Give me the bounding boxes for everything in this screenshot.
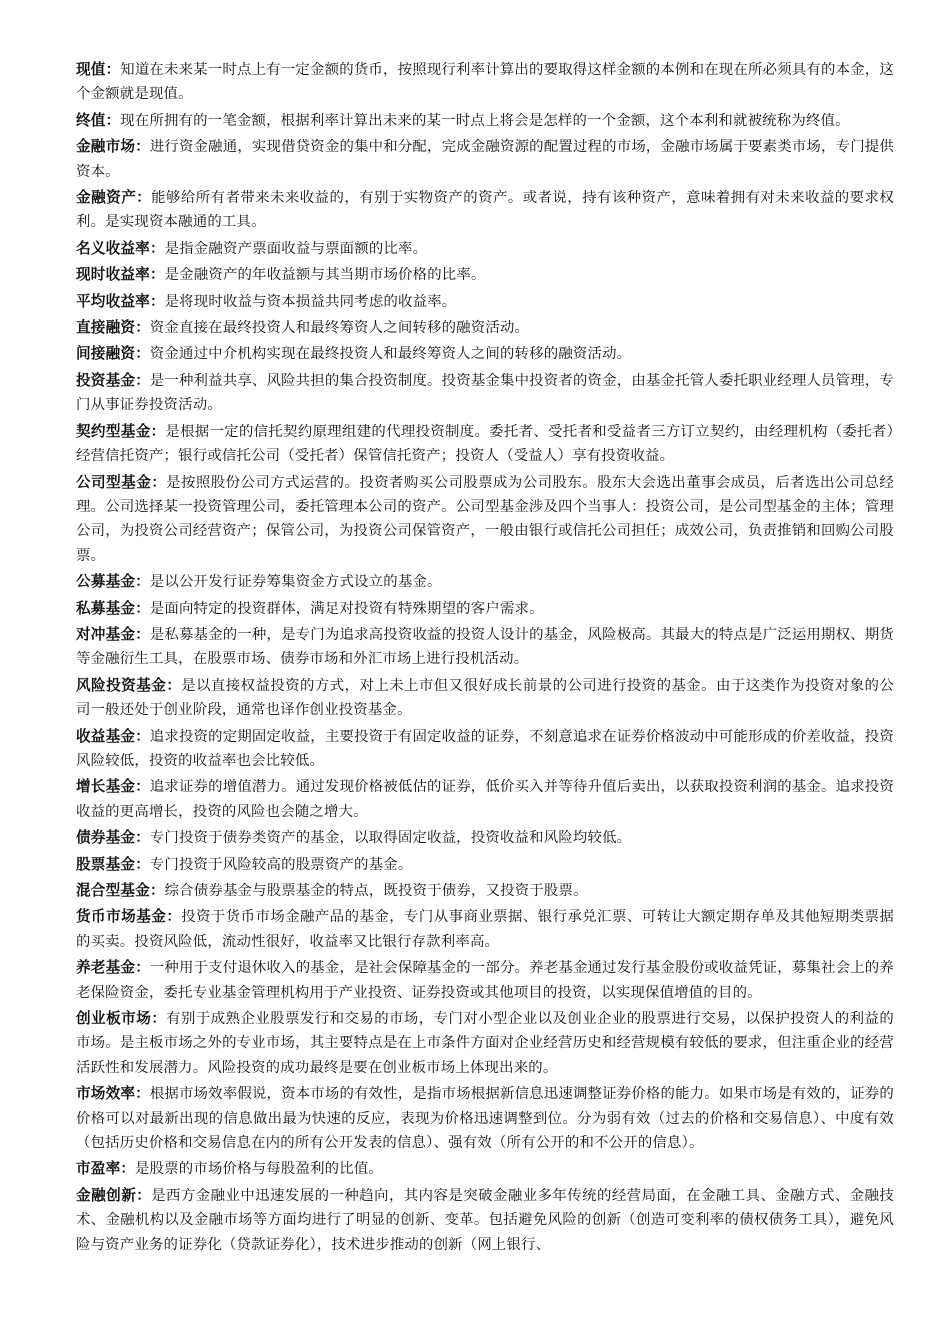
entry-definition: 资金直接在最终投资人和最终筹资人之间转移的融资活动。 — [149, 320, 530, 337]
glossary-entry — [76, 623, 894, 672]
entry-definition: 能够给所有者带来未来收益的，有别于实物资产的资产。或者说，持有该种资产，意味着拥有对未来收益的要求权利。是实现资本融通的工具。 — [76, 190, 894, 231]
entry-term: 金融资产 — [76, 189, 137, 207]
term-separator: ： — [135, 856, 150, 873]
term-separator: ： — [105, 112, 121, 129]
entry-definition: 知道在未来某一时点上有一定金额的货币，按照现行利率计算出的要取得这样金额的本例和在现在所必须具有的本金，这个金额就是现值。 — [76, 62, 894, 103]
entry-definition: 是将现时收益与资本损益共同考虑的收益率。 — [164, 293, 457, 310]
term-separator: ： — [135, 830, 150, 847]
entry-term: 市盈率 — [76, 1160, 121, 1178]
entry-term: 公司型基金 — [76, 473, 152, 491]
term-separator: ： — [135, 372, 150, 389]
entry-term: 公募基金 — [76, 573, 136, 591]
term-separator: ： — [135, 574, 150, 591]
glossary-entry — [76, 471, 894, 569]
term-separator: ： — [149, 883, 165, 899]
glossary-entry — [76, 1157, 894, 1181]
glossary-entry — [76, 1184, 894, 1257]
term-separator: ： — [135, 139, 150, 156]
entry-term: 股票基金 — [76, 855, 136, 873]
glossary-entry — [76, 597, 894, 621]
entry-definition: 综合债券基金与股票基金的特点，既投资于债券，又投资于股票。 — [164, 883, 588, 899]
entry-definition: 现在所拥有的一笔金额，根据利率计算出未来的某一时点上将会是怎样的一个金额，这个本利和就被统称为终值。 — [120, 112, 850, 129]
term-separator: ： — [135, 346, 150, 363]
entry-term: 终值 — [76, 111, 106, 129]
entry-definition: 专门投资于风险较高的股票资产的基金。 — [149, 856, 413, 873]
entry-definition: 是金融资产的年收益额与其当期市场价格的比率。 — [164, 267, 486, 284]
term-separator: ： — [135, 626, 150, 643]
entry-definition: 追求证券的增值潜力。通过发现价格被低估的证券，低价买入并等待升值后卖出，以获取投资利润的基金。追求投资收益的更高增长，投资的风险也会随之增大。 — [76, 779, 894, 820]
term-separator: ： — [151, 1011, 167, 1028]
glossary-entry — [76, 853, 894, 877]
entry-term: 间接融资 — [76, 345, 136, 363]
entry-term: 市场效率 — [76, 1085, 136, 1103]
entry-definition: 追求投资的定期固定收益，主要投资于有固定收益的证券，不刻意追求在证券价格波动中可能形成的价差收益，投资风险较低，投资的收益率也会比较低。 — [76, 728, 894, 769]
entry-definition: 一种用于支付退休收入的基金，是社会保障基金的一部分。养老基金通过发行基金股份或收益凭证，募集社会上的养老保险资金，委托专业基金管理机构用于产业投资、证券投资或其他项目的投资，以实现保值增值的目的。 — [76, 960, 894, 1001]
entry-definition: 进行资金融通，实现借贷资金的集中和分配，完成金融资源的配置过程的市场，金融市场属于要素类市场，专门提供资本。 — [76, 139, 894, 180]
term-separator: ： — [135, 1086, 150, 1103]
glossary-entry — [76, 369, 894, 418]
term-separator: ： — [166, 909, 182, 926]
glossary-entry — [76, 342, 894, 366]
entry-term: 金融市场 — [76, 138, 136, 156]
entry-definition: 根据市场效率假说，资本市场的有效性，是指市场根据新信息迅速调整证券价格的能力。如果市场是有效的，证券的价格可以对最新出现的信息做出最为快速的反应，表现为价格迅速调整到位。分为弱有效（过去的价格和交易信息）、中度有效（包括历史价格和交易信息在内的所有公开发表的信息）、强有效（所有公开的和不公开的信息）。 — [76, 1086, 894, 1152]
glossary-entry — [76, 263, 894, 287]
entry-term: 收益基金 — [76, 727, 136, 745]
term-separator: ： — [149, 293, 165, 310]
entry-definition: 是按照股份公司方式运营的。投资者购买公司股票成为公司股东。股东大会选出董事会成员，后者选出公司总经理。公司选择某一投资管理公司，委托管理本公司的资产。公司型基金涉及四个当事人：投资公司，是公司型基金的主体；管理公司，为投资公司经营资产；保管公司，为投资公司保管资产，一般由银行或信托公司担任；成效公司，负责推销和回购公司股票。 — [76, 474, 894, 564]
entry-term: 创业板市场 — [76, 1010, 152, 1028]
entry-term: 债券基金 — [76, 829, 136, 847]
term-separator: ： — [151, 474, 167, 491]
entry-term: 货币市场基金 — [76, 908, 167, 926]
entry-definition: 是股票的市场价格与每股盈利的比值。 — [134, 1161, 384, 1178]
entry-definition: 是以直接权益投资的方式，对上未上市但又很好成长前景的公司进行投资的基金。由于这类作为投资对象的公司一般还处于创业阶段，通常也译作创业投资基金。 — [76, 677, 895, 719]
glossary-entry — [76, 58, 894, 107]
entry-definition: 是根据一定的信托契约原理组建的代理投资制度。委托者、受托者和受益者三方订立契约，由经理机构（委托者）经营信托资产；银行或信托公司（受托者）保管信托资产；投资人（受益人）享有投资收益。 — [76, 423, 895, 465]
entry-term: 契约型基金 — [76, 422, 151, 440]
glossary-entry — [76, 135, 894, 184]
entry-definition: 有别于成熟企业股票发行和交易的市场，专门对小型企业以及创业企业的股票进行交易，以保护投资人的利益的市场。是主板市场之外的专业市场，其主要特点是在上市条件方面对企业经营历史和经营规模有较低的要求，但注重企业的经营活跃性和发展潜力。风险投资的成功最终是要在创业板市场上体现出来的。 — [76, 1011, 894, 1076]
glossary-entry — [76, 420, 894, 469]
term-separator: ： — [135, 320, 150, 337]
term-separator: ： — [135, 960, 150, 977]
glossary-entry — [76, 1082, 894, 1155]
glossary-document — [76, 58, 894, 1259]
entry-term: 养老基金 — [76, 959, 136, 977]
term-separator: ： — [136, 1187, 152, 1204]
glossary-entry — [76, 826, 894, 850]
term-separator: ： — [150, 423, 166, 440]
glossary-entry — [76, 775, 894, 824]
entry-term: 名义收益率 — [76, 239, 150, 257]
glossary-entry — [76, 316, 894, 340]
entry-term: 平均收益率 — [76, 292, 150, 310]
entry-definition: 是面向特定的投资群体，满足对投资有特殊期望的客户需求。 — [149, 600, 544, 617]
term-separator: ： — [120, 1161, 135, 1178]
entry-term: 投资基金 — [76, 371, 136, 389]
term-separator: ： — [149, 267, 165, 284]
glossary-entry — [76, 186, 894, 235]
entry-term: 风险投资基金 — [76, 676, 167, 694]
glossary-entry — [76, 237, 894, 261]
glossary-entry — [76, 905, 894, 954]
term-separator: ： — [135, 728, 150, 745]
entry-definition: 是以公开发行证券筹集资金方式设立的基金。 — [149, 574, 442, 591]
term-separator: ： — [166, 677, 182, 694]
glossary-entry — [76, 879, 894, 903]
entry-term: 增长基金 — [76, 778, 136, 796]
entry-term: 金融创新 — [76, 1186, 137, 1204]
entry-definition: 资金通过中介机构实现在最终投资人和最终筹资人之间的转移的融资活动。 — [149, 346, 632, 363]
entry-definition: 专门投资于债券类资产的基金，以取得固定收益，投资收益和风险均较低。 — [149, 830, 632, 847]
glossary-entry — [76, 674, 894, 723]
term-separator: ： — [135, 779, 150, 796]
entry-definition: 投资于货币市场金融产品的基金，专门从事商业票据、银行承兑汇票、可转让大额定期存单及其他短期类票据的买卖。投资风险低，流动性很好，收益率又比银行存款利率高。 — [76, 909, 895, 950]
glossary-entry — [76, 290, 894, 314]
entry-term: 现值 — [76, 61, 106, 78]
entry-term: 现时收益率 — [76, 266, 150, 284]
glossary-entry — [76, 570, 894, 594]
entry-term: 对冲基金 — [76, 625, 136, 643]
glossary-entry — [76, 1007, 894, 1080]
entry-definition: 是私募基金的一种，是专门为追求高投资收益的投资人设计的基金，风险极高。其最大的特点是广泛运用期权、期货等金融衍生工具，在股票市场、债券市场和外汇市场上进行投机活动。 — [76, 626, 894, 668]
glossary-entry — [76, 725, 894, 774]
glossary-entry — [76, 956, 894, 1005]
entry-term: 直接融资 — [76, 319, 136, 337]
glossary-entry — [76, 109, 894, 133]
entry-definition: 是一种利益共享、风险共担的集合投资制度。投资基金集中投资者的资金，由基金托管人委托职业经理人员管理，专门从事证券投资活动。 — [76, 372, 894, 414]
term-separator: ： — [105, 62, 121, 78]
entry-term: 私募基金 — [76, 599, 136, 617]
term-separator: ： — [149, 240, 165, 257]
entry-definition: 是西方金融业中迅速发展的一种趋向，其内容是突破金融业多年传统的经营局面，在金融工具、金融方式、金融技术、金融机构以及金融市场等方面均进行了明显的创新、变革。包括避免风险的创新（创造可变利率的债权债务工具），避免风险与资产业务的证券化（贷款证券化），技术进步推动的创新（网上银行、 — [76, 1187, 894, 1253]
entry-definition: 是指金融资产票面收益与票面额的比率。 — [164, 240, 428, 257]
term-separator: ： — [136, 190, 152, 207]
term-separator: ： — [135, 600, 150, 617]
entry-term: 混合型基金 — [76, 882, 150, 899]
